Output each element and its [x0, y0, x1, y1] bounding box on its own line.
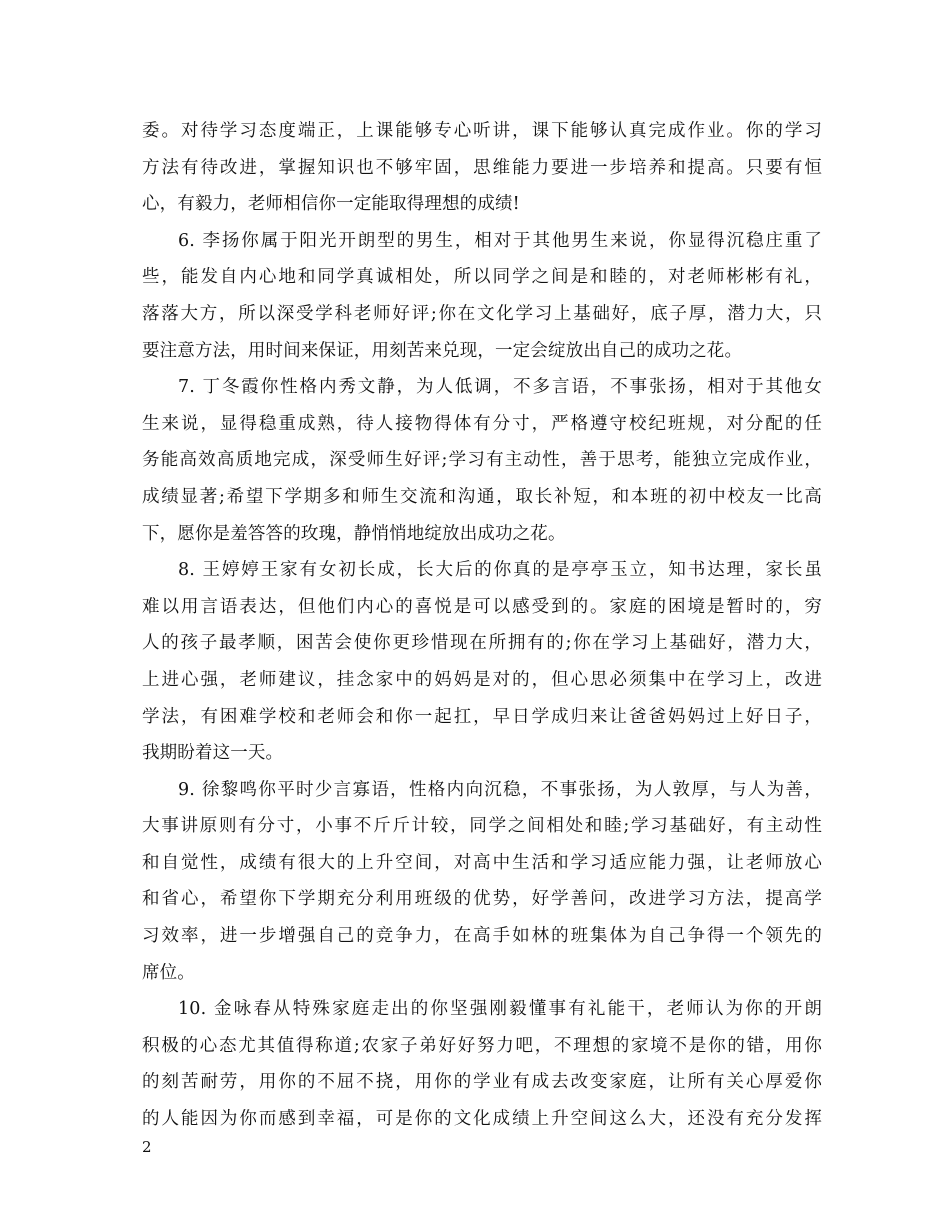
- text-line: 下，愿你是羞答答的玫瑰，静悄悄地绽放出成功之花。: [142, 523, 566, 544]
- text-line: 7. 丁冬霞你性格内秀文静，为人低调，不多言语，不事张扬，相对于其他女: [178, 377, 822, 398]
- text-line: 成绩显著;希望下学期多和师生交流和沟通，取长补短，和本班的初中校友一比高: [142, 486, 822, 507]
- text-line: 积极的心态尤其值得称道;农家子弟好好努力吧，不理想的家境不是你的错，用你: [142, 1035, 822, 1056]
- text-line: 生来说，显得稳重成熟，待人接物得体有分寸，严格遵守校纪班规，对分配的任: [142, 413, 822, 434]
- text-line: 9. 徐黎鸣你平时少言寡语，性格内向沉稳，不事张扬，为人敦厚，与人为善，: [178, 779, 822, 800]
- text-line: 和省心，希望你下学期充分利用班级的优势，好学善问，改进学习方法，提高学: [142, 889, 822, 910]
- text-line: 习效率，进一步增强自己的竞争力，在高手如林的班集体为自己争得一个领先的: [142, 926, 822, 947]
- text-line: 委。对待学习态度端正，上课能够专心听讲，课下能够认真完成作业。你的学习: [142, 121, 822, 141]
- text-line: 人的孩子最孝顺，困苦会使你更珍惜现在所拥有的;你在学习上基础好，潜力大，: [142, 633, 822, 654]
- text-line: 难以用言语表达，但他们内心的喜悦是可以感受到的。家庭的困境是暂时的，穷: [142, 596, 822, 617]
- text-line: 学法，有困难学校和老师会和你一起扛，早日学成归来让爸爸妈妈过上好日子，: [142, 706, 822, 727]
- text-line: 和自觉性，成绩有很大的上升空间，对高中生活和学习适应能力强，让老师放心: [142, 852, 822, 873]
- text-line: 的人能因为你而感到幸福，可是你的文化成绩上升空间这么大，还没有充分发挥: [142, 1109, 822, 1130]
- text-line: 方法有待改进，掌握知识也不够牢固，思维能力要进一步培养和提高。只要有恒: [142, 157, 822, 178]
- page-number: 2: [142, 1138, 152, 1156]
- text-line: 10. 金咏春从特殊家庭走出的你坚强刚毅懂事有礼能干，老师认为你的开朗: [178, 999, 822, 1020]
- text-line: 些，能发自内心地和同学真诚相处，所以同学之间是和睦的，对老师彬彬有礼，: [142, 267, 822, 288]
- text-line: 8. 王婷婷王家有女初长成，长大后的你真的是亭亭玉立，知书达理，家长虽: [178, 560, 822, 581]
- text-line: 我期盼着这一天。: [142, 743, 284, 764]
- text-line: 席位。: [142, 962, 195, 983]
- text-line: 上进心强，老师建议，挂念家中的妈妈是对的，但心思必须集中在学习上，改进: [142, 669, 822, 690]
- text-line: 的刻苦耐劳，用你的不屈不挠，用你的学业有成去改变家庭，让所有关心厚爱你: [142, 1072, 822, 1093]
- text-line: 心，有毅力，老师相信你一定能取得理想的成绩!: [142, 194, 520, 215]
- text-line: 6. 李扬你属于阳光开朗型的男生，相对于其他男生来说，你显得沉稳庄重了: [178, 230, 822, 251]
- text-line: 落落大方，所以深受学科老师好评;你在文化学习上基础好，底子厚，潜力大，只: [142, 303, 822, 324]
- text-line: 要注意方法，用时间来保证，用刻苦来兑现，一定会绽放出自己的成功之花。: [142, 340, 743, 361]
- document-body: [142, 113, 822, 1138]
- text-line: 务能高效高质地完成，深受师生好评;学习有主动性，善于思考，能独立完成作业，: [142, 450, 822, 471]
- text-line: 大事讲原则有分寸，小事不斤斤计较，同学之间相处和睦;学习基础好，有主动性: [142, 816, 822, 837]
